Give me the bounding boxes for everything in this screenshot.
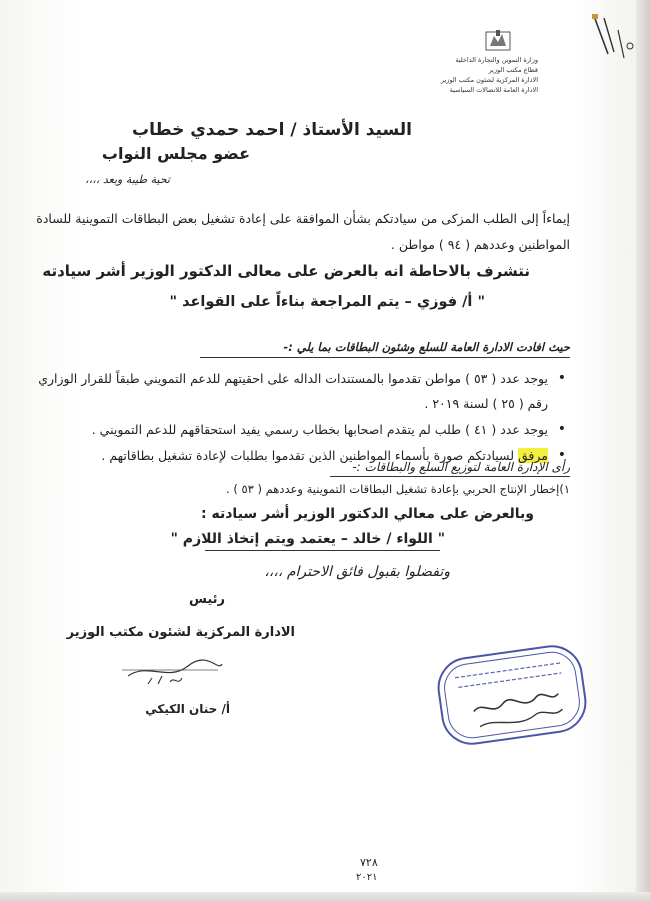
- ministry-line: الادارة المركزية لشئون مكتب الوزير: [440, 76, 538, 84]
- office-stamp: [432, 640, 592, 750]
- distribution-heading: رأى الإدارة العامة لتوزيع السلع والبطاقات :-: [352, 460, 570, 474]
- underline: [205, 550, 440, 551]
- intro-paragraph: إيماءاً إلى الطلب المزكى من سيادتكم بشأن الموافقة على إعادة تشغيل بعض البطاقات التموينية للسادة المواطنين وعددهم ( ٩٤ ) مواطن .: [36, 211, 570, 252]
- ministry-line: وزارة التموين والتجارة الداخلية: [455, 56, 538, 64]
- list-item-text: لسيادتكم صورة بأسماء المواطنين الذين تقدموا بطلبات لإعادة تشغيل بطاقاتهم .: [101, 448, 515, 463]
- signature-department: الادارة المركزية لشئون مكتب الوزير: [66, 625, 295, 640]
- honor-line: نتشرف بالاحاطة انه بالعرض على معالى الدكتور الوزير أشر سيادته: [42, 262, 530, 280]
- list-item: [30, 417, 570, 442]
- recipient-title: عضو مجلس النواب: [101, 144, 250, 163]
- list-item: [30, 366, 570, 416]
- honor-line-2: وبالعرض على معالي الدكتور الوزير أشر سيادته :: [201, 506, 534, 522]
- page-number: ٧٢٨: [360, 856, 378, 869]
- underline: [330, 476, 570, 477]
- closing-line: وتفضلوا بقبول فائق الاحترام ،،،،: [264, 564, 450, 580]
- ministry-line: قطاع مكتب الوزير: [488, 66, 538, 74]
- ministry-header: [348, 55, 538, 95]
- ministry-line: الادارة العامة للاتصالات السياسية: [449, 86, 538, 94]
- attached-word-highlight: مرفق: [518, 448, 548, 463]
- findings-list: [30, 366, 570, 468]
- page-edge-bottom: [0, 892, 650, 902]
- handwritten-mark: [588, 12, 638, 62]
- signatory-name: أ/ حنان الكيكي: [145, 702, 230, 716]
- page-number-mark: [352, 856, 392, 888]
- recipient-name: السيد الأستاذ / احمد حمدي خطاب: [132, 120, 412, 140]
- page-edge-shadow: [636, 0, 650, 902]
- ministry-emblem: [484, 28, 512, 54]
- greeting: تحية طيبة وبعد ،،،،: [85, 173, 170, 186]
- handwritten-signature: [118, 652, 228, 692]
- minister-remark-2: " اللواء / خالد – يعتمد ويتم إتخاذ اللازم ": [170, 531, 445, 547]
- cards-heading: حيث افادت الادارة العامة للسلع وشئون البطاقات بما يلي :-: [283, 340, 570, 354]
- underline: [200, 357, 570, 358]
- list-item-text: يوجد عدد ( ٤١ ) طلب لم يتقدم اصحابها بخطاب رسمي يفيد استحقاقهم للدعم التمويني .: [91, 422, 548, 437]
- signature-title: رئيس: [188, 592, 225, 607]
- distribution-item: ١)إخطار الإنتاج الحربي بإعادة تشغيل البطاقات التموينية وعددهم ( ٥٣ ) .: [226, 482, 570, 496]
- page-year: ٢٠٢١: [356, 872, 378, 883]
- list-item-text: يوجد عدد ( ٥٣ ) مواطن تقدموا بالمستندات الداله على احقيتهم للدعم التمويني طبقاً للقرار الوزاري رقم ( ٢٥ ) لسنة ٢٠١٩ .: [38, 371, 548, 411]
- minister-remark-1: " أ/ فوزي – يتم المراجعة بناءاً على القواعد ": [169, 294, 485, 310]
